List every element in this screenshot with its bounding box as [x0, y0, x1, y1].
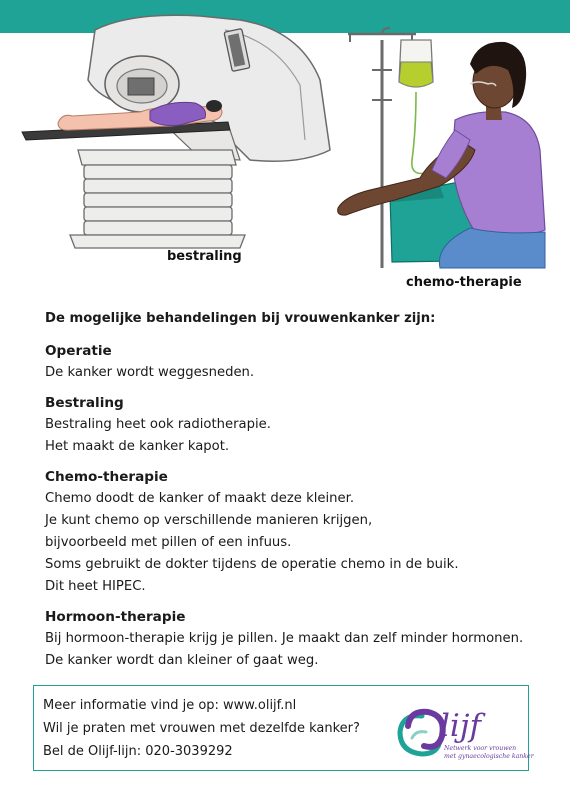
- section-line: bijvoorbeeld met pillen of een infuus.: [45, 535, 292, 550]
- chemo-caption: chemo-therapie: [406, 275, 522, 290]
- section-title: Operatie: [45, 343, 112, 359]
- section-line: De kanker wordt dan kleiner of gaat weg.: [45, 653, 319, 668]
- contact-lines: [43, 694, 360, 763]
- radiation-caption: bestraling: [167, 249, 242, 264]
- logo-tagline-2: met gynaecologische kanker: [444, 753, 534, 760]
- section-title: Hormoon-therapie: [45, 609, 186, 625]
- section-line: De kanker wordt weggesneden.: [45, 365, 255, 380]
- section-line: Het maakt de kanker kapot.: [45, 439, 230, 454]
- intro-heading: De mogelijke behandelingen bij vrouwenkanker zijn:: [45, 311, 436, 326]
- section-radiation: [45, 392, 545, 458]
- section-title: Bestraling: [45, 395, 124, 411]
- treatment-content: [45, 308, 545, 680]
- section-line: Bij hormoon-therapie krijg je pillen. Je maakt dan zelf minder hormonen.: [45, 631, 524, 646]
- website-line: Meer informatie vind je op: www.olijf.nl: [43, 698, 297, 713]
- logo-tagline-1: Netwerk voor vrouwen: [444, 745, 517, 752]
- section-line: Je kunt chemo op verschillende manieren krijgen,: [45, 513, 373, 528]
- section-operation: [45, 340, 545, 384]
- section-chemo: [45, 466, 545, 598]
- radiation-machine-illustration: [22, 15, 330, 248]
- section-line: Dit heet HIPEC.: [45, 579, 146, 594]
- phone-line: Bel de Olijf-lijn: 020-3039292: [43, 744, 233, 759]
- peer-support-line: Wil je praten met vrouwen met dezelfde kanker?: [43, 721, 360, 736]
- section-title: Chemo-therapie: [45, 469, 168, 485]
- chemo-illustration: [338, 28, 545, 268]
- section-line: Chemo doodt de kanker of maakt deze kleiner.: [45, 491, 355, 506]
- contact-info-box: [33, 685, 534, 771]
- treatment-illustration: [0, 0, 570, 300]
- section-hormone: [45, 606, 545, 672]
- section-line: Bestraling heet ook radiotherapie.: [45, 417, 271, 432]
- section-line: Soms gebruikt de dokter tijdens de operatie chemo in de buik.: [45, 557, 459, 572]
- svg-text:lijf: lijf: [440, 708, 481, 744]
- olijf-logo: [394, 692, 534, 766]
